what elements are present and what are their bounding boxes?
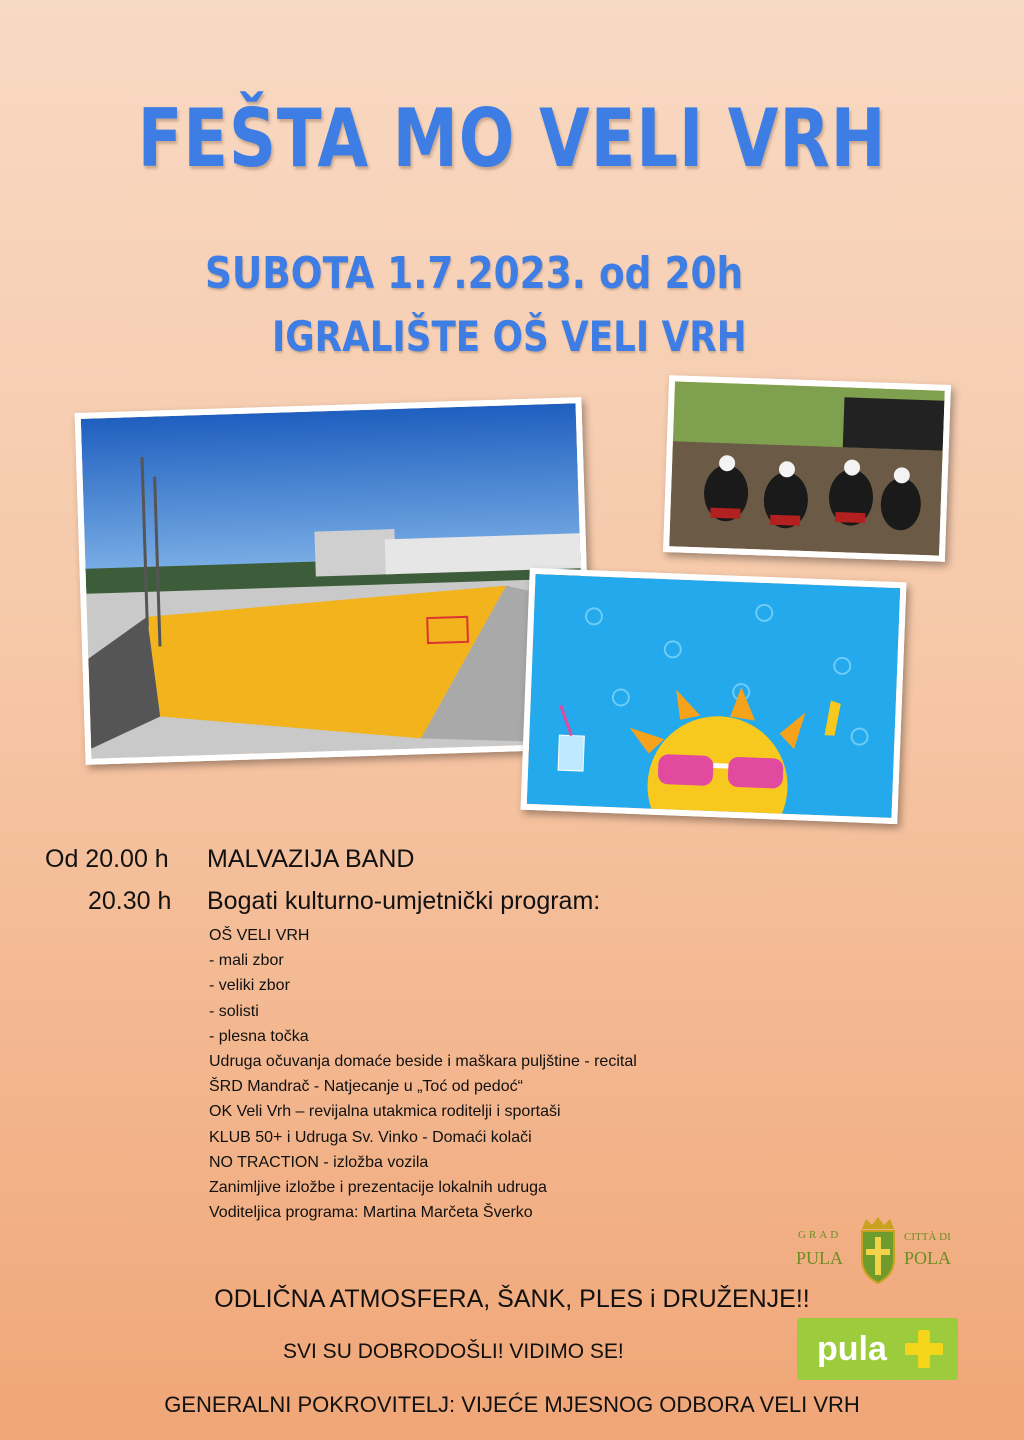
list-item: Zanimljive izložbe i prezentacije lokalnih udruga xyxy=(209,1179,547,1197)
list-item: OŠ VELI VRH xyxy=(209,927,310,944)
sun-illustration xyxy=(520,568,906,824)
act-second: Bogati kulturno-umjetnički program: xyxy=(207,887,601,915)
plus-icon xyxy=(905,1330,943,1368)
logo-grad: GRAD xyxy=(798,1229,842,1241)
sponsor-line: GENERALNI POKROVITELJ: VIJEĆE MJESNOG ODBORA VELI VRH xyxy=(164,1392,860,1417)
logo-pula: PULA xyxy=(796,1248,844,1268)
list-item: OK Veli Vrh – revijalna utakmica roditelji i sportaši xyxy=(209,1103,561,1121)
court-photo xyxy=(75,397,593,765)
time-first: Od 20.00 h xyxy=(45,845,169,873)
list-item: - veliki zbor xyxy=(209,977,290,995)
coat-of-arms-icon xyxy=(858,1215,898,1285)
list-item: ŠRD Mandrač - Natjecanje u „Toć od pedoć“ xyxy=(209,1078,523,1096)
folk-dance-photo xyxy=(663,375,951,562)
time-second: 20.30 h xyxy=(88,887,172,915)
list-item: Voditeljica programa: Martina Marčeta Šverko xyxy=(209,1204,533,1222)
atmosphere-line: ODLIČNA ATMOSFERA, ŠANK, PLES i DRUŽENJE!! xyxy=(214,1285,810,1313)
welcome-line: SVI SU DOBRODOŠLI! VIDIMO SE! xyxy=(283,1340,624,1363)
list-item: NO TRACTION - izložba vozila xyxy=(209,1153,429,1171)
poster-title: FEŠTA MO VELI VRH xyxy=(137,92,887,185)
event-venue: IGRALIŠTE OŠ VELI VRH xyxy=(272,312,747,361)
logo-citta: CITTÀ DI xyxy=(904,1231,951,1243)
list-item: - plesna točka xyxy=(209,1027,309,1045)
list-item: - mali zbor xyxy=(209,952,284,970)
list-item: Udruga očuvanja domaće beside i maškara puljštine - recital xyxy=(209,1053,637,1071)
logo-pola: POLA xyxy=(904,1248,952,1268)
grad-pula-logo xyxy=(796,1215,961,1285)
act-first: MALVAZIJA BAND xyxy=(207,845,415,873)
pula-plus-logo xyxy=(797,1318,958,1380)
event-date: SUBOTA 1.7.2023. od 20h xyxy=(205,248,744,299)
pula-plus-text: pula xyxy=(817,1330,887,1368)
program-items xyxy=(209,923,637,1225)
list-item: KLUB 50+ i Udruga Sv. Vinko - Domaći kolači xyxy=(209,1128,532,1146)
list-item: - solisti xyxy=(209,1002,259,1020)
